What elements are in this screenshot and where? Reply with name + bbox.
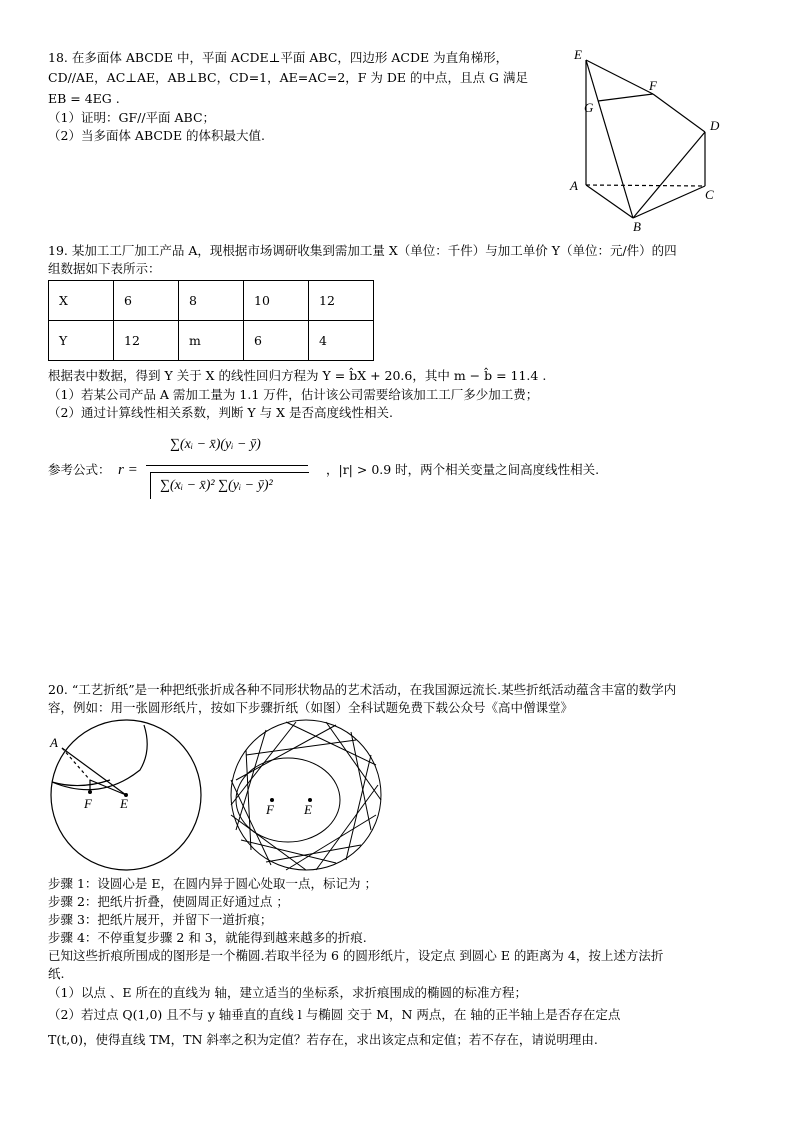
table-cell: 12 bbox=[114, 321, 179, 361]
q18-line3: EB = 4EG . bbox=[48, 91, 120, 106]
label-E: E bbox=[574, 47, 582, 62]
label-F: F bbox=[84, 796, 92, 811]
label-G: G bbox=[584, 100, 594, 115]
q20-part1: （1）以点 、E 所在的直线为 轴，建立适当的坐标系，求折痕围成的椭圆的标准方程； bbox=[48, 985, 527, 1000]
table-cell: 6 bbox=[244, 321, 309, 361]
q19-formula-denominator: ∑(xᵢ − x̄)² ∑(yᵢ − ȳ)² bbox=[160, 478, 273, 493]
table-cell: m bbox=[179, 321, 244, 361]
label-A: A bbox=[570, 178, 578, 193]
q20-line2: 容，例如：用一张圆形纸片，按如下步骤折纸（如图）全科试题免费下载公众号《高中僧课堂》 bbox=[48, 700, 574, 715]
q20-line1: 20. “工艺折纸”是一种把纸张折成各种不同形状物品的艺术活动，在我国源远流长.某些折纸活动蕴含丰富的数学内 bbox=[48, 682, 677, 697]
label-C: C bbox=[705, 187, 714, 202]
q20-part2: （2）若过点 Q(1,0) 且不与 y 轴垂直的直线 l 与椭圆 交于 M，N 两点，在 轴的正半轴上是否存在定点 bbox=[48, 1007, 621, 1022]
q20-given2: 纸. bbox=[48, 966, 65, 981]
q18-polyhedron-figure bbox=[560, 45, 730, 235]
q19-part2: （2）通过计算线性相关系数，判断 Y 与 X 是否高度线性相关. bbox=[48, 405, 393, 420]
q18-line1: 18. 在多面体 ABCDE 中，平面 ACDE⊥平面 ABC，四边形 ACDE 为直角梯形， bbox=[48, 50, 509, 65]
label-F: F bbox=[649, 78, 657, 93]
q20-step2: 步骤 2：把纸片折叠，使圆周正好通过点 ； bbox=[48, 894, 289, 909]
label-E-right: E bbox=[304, 802, 312, 817]
label-A: A bbox=[50, 735, 58, 750]
q19-line1: 19. 某加工工厂加工产品 A，现根据市场调研收集到需加工量 X（单位：千件）与加工单价 Y（单位：元/件）的四 bbox=[48, 243, 677, 258]
label-F-right: F bbox=[266, 802, 274, 817]
q18-part2: （2）当多面体 ABCDE 的体积最大值. bbox=[48, 128, 266, 143]
q19-formula-numerator: ∑(xᵢ − x̄)(yᵢ − ȳ) bbox=[170, 437, 261, 452]
table-row bbox=[49, 321, 374, 361]
q19-formula-tail: ，|r| > 0.9 时，两个相关变量之间高度线性相关. bbox=[326, 462, 600, 477]
q18-part1: （1）证明：GF//平面 ABC； bbox=[48, 110, 216, 125]
table-row bbox=[49, 281, 374, 321]
q19-line2: 组数据如下表所示： bbox=[48, 261, 161, 276]
q20-step1: 步骤 1：设圆心是 E，在圆内异于圆心处取一点，标记为 ； bbox=[48, 876, 377, 891]
table-cell: X bbox=[49, 281, 114, 321]
label-B: B bbox=[633, 219, 641, 234]
q20-step3: 步骤 3：把纸片展开，并留下一道折痕； bbox=[48, 912, 273, 927]
table-cell: 8 bbox=[179, 281, 244, 321]
q20-fold-figure-left bbox=[40, 720, 220, 870]
q18-line2: CD//AE，AC⊥AE，AB⊥BC，CD=1，AE=AC=2，F 为 DE 的中点，且点 G 满足 bbox=[48, 70, 528, 85]
table-cell: 4 bbox=[309, 321, 374, 361]
table-cell: Y bbox=[49, 321, 114, 361]
q19-part1: （1）若某公司产品 A 需加工量为 1.1 万件，估计该公司需要给该加工工厂多少加工费； bbox=[48, 387, 539, 402]
q19-sqrt-sign bbox=[150, 472, 309, 499]
q19-formula-r: r = bbox=[118, 462, 138, 478]
q20-part2b: T(t,0)，使得直线 TM，TN 斜率之积为定值？若存在，求出该定点和定值；若不存在，请说明理由. bbox=[48, 1032, 598, 1047]
q19-data-table bbox=[48, 280, 374, 361]
label-E: E bbox=[120, 796, 128, 811]
q20-fold-figure-right bbox=[226, 720, 386, 870]
table-cell: 12 bbox=[309, 281, 374, 321]
q20-step4: 步骤 4：不停重复步骤 2 和 3，就能得到越来越多的折痕. bbox=[48, 930, 367, 945]
table-cell: 6 bbox=[114, 281, 179, 321]
table-cell: 10 bbox=[244, 281, 309, 321]
q20-given1: 已知这些折痕所围成的图形是一个椭圆.若取半径为 6 的圆形纸片，设定点 到圆心 E 的距离为 4，按上述方法折 bbox=[48, 948, 664, 963]
q19-fraction-bar bbox=[146, 465, 308, 466]
label-D: D bbox=[710, 118, 720, 133]
q19-ref-label: 参考公式： bbox=[48, 462, 111, 477]
q19-after-table: 根据表中数据，得到 Y 关于 X 的线性回归方程为 Y = b̂X + 20.6，其中 m − b̂ = 11.4 . bbox=[48, 368, 547, 383]
